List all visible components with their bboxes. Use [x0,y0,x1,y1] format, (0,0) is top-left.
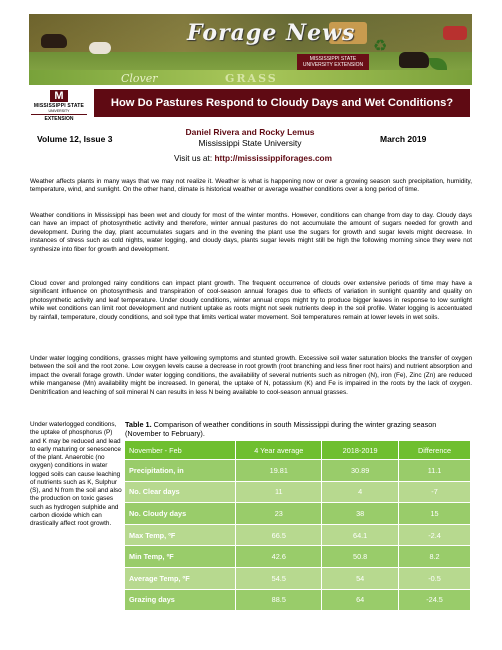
newsletter-banner [29,14,472,85]
goat-icon [89,42,111,54]
paragraph-cloud-cover: Cloud cover and prolonged rainy conditions can impact plant growth. The frequent occurrence of clouds over extensive periods of time may have a significant influence on photosynthesis and transpiration of cool-season annual forages due to effects of variation in sunlight quantity and quality on photosynthetic activity and leaf temperature. Under cloudy conditions, winter annual crops might try to produce bigger leaves in response to low sunlight while wet conditions can limit root development and nutrient uptake as roots might not seek nutrients deep in the soil profile. Water logging is accentuated by rainfall, temperature, cloudy conditions, and soil type that limits vertical water movement. Soil temperatures remain at lower levels in wet soils. [30,280,472,321]
table-caption-text: Comparison of weather conditions in south Mississippi during the winter grazing season (November to February). [125,420,437,438]
table-header: Difference [399,441,471,460]
table-cell: 54 [322,567,399,589]
table-cell: Grazing days [125,589,236,610]
weather-comparison-table [125,441,471,610]
table-header: 4 Year average [236,441,322,460]
table-row [125,481,471,503]
website-link[interactable]: http://mississippiforages.com [214,153,332,163]
table-cell: 38 [322,503,399,525]
visit-label: Visit us at: [174,153,215,163]
table-cell: 23 [236,503,322,525]
table-caption [125,420,470,438]
paragraph-waterlogged-nutrients: Under waterlogged conditions, the uptake of phosphorus (P) and K may be reduced and lead to early maturing or senescence of the plant. Anaerobic (no oxygen) conditions in water logged soils can cause leaching of nutrients such as K, Sulphur (S), and N from the soil and also the production on toxic gases such as hydrogen sulphide and carbon dioxide which can drastically affect root growth. [30,421,122,527]
visit-line [138,153,368,163]
table-cell: -0.5 [399,567,471,589]
cow-icon [41,34,67,48]
table-row [125,503,471,525]
table-cell: Max Temp, ºF [125,524,236,546]
logo-mark: M [50,90,68,102]
author-conjunction: and [239,127,260,137]
recycle-icon: ♻ [373,38,388,55]
affiliation: Mississippi State University [198,138,302,148]
table-cell: 66.5 [236,524,322,546]
article-title-bar [94,89,470,117]
author-2: Rocky Lemus [259,127,315,137]
table-cell: 15 [399,503,471,525]
table-caption-label: Table 1. [125,420,152,429]
meat-icon [443,26,467,40]
table-cell: 50.8 [322,546,399,568]
paragraph-weather-intro: Weather affects plants in many ways that we may not realize it. Weather is what is happening now or over a growing season such precipitation, humidity, temperature, wind, and sunlight. On the other hand, climate is historical weather or average weather conditions over a long period of time. [30,178,472,194]
table-cell: 11 [236,481,322,503]
table-row [125,567,471,589]
table-cell: 8.2 [399,546,471,568]
table-cell: 64.1 [322,524,399,546]
table-row [125,546,471,568]
logo-line-3: EXTENSION [31,114,87,122]
cow-icon [399,52,429,68]
logo-line-1: MISSISSIPPI STATE [33,103,85,109]
table-cell: 19.81 [236,460,322,482]
issue-date: March 2019 [380,134,427,144]
banner-word-clover: Clover [121,72,158,85]
table-cell: Min Temp, ºF [125,546,236,568]
volume-issue: Volume 12, Issue 3 [37,134,113,144]
table-cell: -24.5 [399,589,471,610]
authors-block [150,127,350,149]
logo-line-2: UNIVERSITY [48,109,70,113]
table-header: November - Feb [125,441,236,460]
paragraph-water-logging: Under water logging conditions, grasses might have yellowing symptoms and stunted growth. Excessive soil water saturation blocks the transfer of oxygen between the soil and the root zone. Low oxygen levels cause a decrease in root growth (root branching and less finer root hairs) and nutrient absorption and impact the overall forage growth. Under water logging conditions, the availability of several nutrients such as nitrogen (N), iron (Fe), Zinc (Zn) are reduced while manganese (Mn) availability might be increased. In general, the uptake of N, potassium (K) and Fe is impaired in the roots by the lack of oxygen. Denitrification and leaching of soil mineral N can results in less N being available to cool-season annual grasses. [30,355,472,396]
table-header: 2018-2019 [322,441,399,460]
table-cell: -7 [399,481,471,503]
table-cell: Average Temp, ºF [125,567,236,589]
table-header-row [125,441,471,460]
table-cell: No. Clear days [125,481,236,503]
table-cell: 4 [322,481,399,503]
banner-word-grass: GRASS [225,72,278,85]
msu-extension-logo [31,90,87,120]
paragraph-weather-conditions: Weather conditions in Mississippi has been wet and cloudy for most of the winter months. However, conditions can change from day to day. Cloudy days can have an impact of photosynthetic activity and therefore, winter annual pastures do not accumulate the amount of sugars needed for growth and development. During the day, plant accumulates sugars and in the evening the plant use the sugars for growth and sugar levels might decrease. In instances of stress such as cold nights, water logging, and cloudy days, plants sugar levels might still be high the following morning since they were not synthesize into fiber for growth and development. [30,212,472,253]
article-title: How Do Pastures Respond to Cloudy Days and Wet Conditions? [110,97,454,109]
extension-label: MISSISSIPPI STATE UNIVERSITY EXTENSION [297,54,369,70]
table-row [125,460,471,482]
table-cell: 30.89 [322,460,399,482]
newsletter-title: Forage News [187,20,356,46]
table-cell: 88.5 [236,589,322,610]
table-cell: -2.4 [399,524,471,546]
table-cell: 42.6 [236,546,322,568]
table-cell: 54.5 [236,567,322,589]
table-cell: Precipitation, in [125,460,236,482]
table-cell: 64 [322,589,399,610]
author-1: Daniel Rivera [185,127,240,137]
table-cell: No. Cloudy days [125,503,236,525]
table-row [125,524,471,546]
table-cell: 11.1 [399,460,471,482]
leaf-icon [429,58,447,70]
table-row [125,589,471,610]
authors [150,127,350,138]
